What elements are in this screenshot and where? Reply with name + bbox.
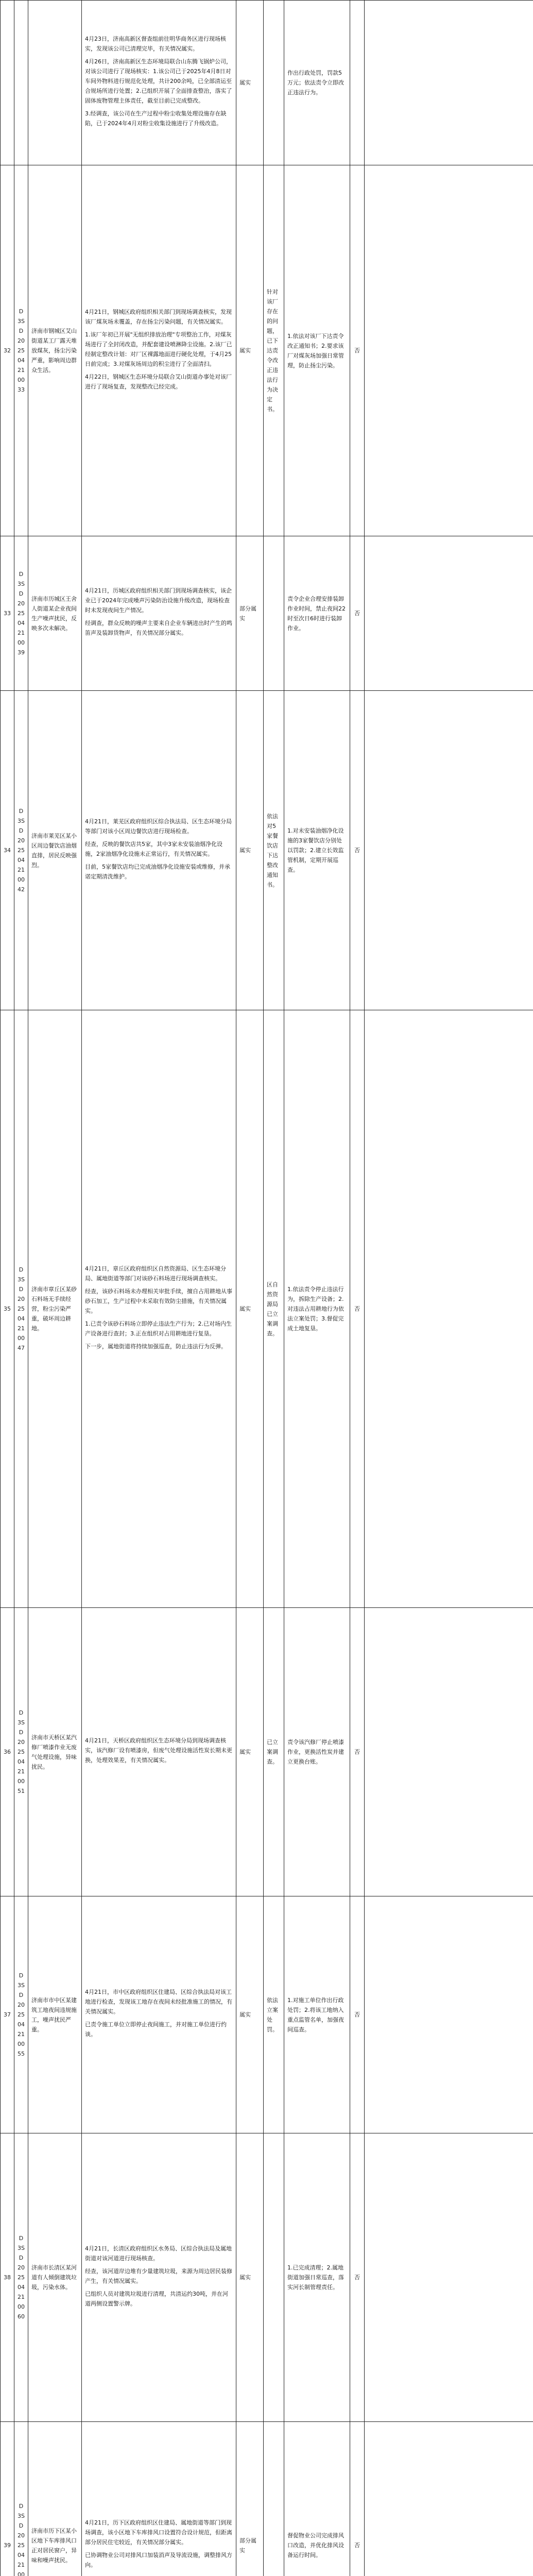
investigation-work-cell	[82, 1010, 236, 1608]
handling-outcome-cell: 责令企业合理安排装卸作业时间，禁止夜间22时至次日6时进行装卸作业。	[284, 536, 350, 691]
investigation-paragraph: 经查，该砂石料场未办理相关审批手续，擅自占用耕地从事砂石加工，生产过程中未采取有效防尘措施，有关情况属实。	[85, 1287, 232, 1314]
table-row	[1, 2133, 533, 2422]
investigation-paragraph: 经查，该河道岸边堆有少量建筑垃圾，来源为周边居民装修产生，有关情况属实。	[85, 2267, 232, 2284]
investigation-paragraph: 4月21日，长清区政府组织区水务局、区综合执法局及属地街道对该河道进行现场核查。	[85, 2245, 232, 2262]
accountability-flag-cell: 否	[350, 1608, 365, 1896]
investigation-work-cell	[82, 1896, 236, 2133]
problem-description-cell: 济南市章丘区某砂石料场无手续经营，粉尘污染严重，破坏周边耕地。	[28, 1010, 82, 1608]
investigation-work-cell	[82, 2133, 236, 2422]
table-row	[1, 1896, 533, 2133]
handling-process-cell: 已立案调查。	[264, 1608, 284, 1896]
verification-result-cell: 部分属实	[236, 2422, 264, 2576]
investigation-paragraph: 已协调物业公司对排风口加装消声及导流设施，调整排风方向。	[85, 2552, 232, 2568]
verification-result-cell: 属实	[236, 165, 264, 536]
problem-description-cell: 济南市历下区某小区地下车库排风口正对居民窗户，异味和噪声扰民。	[28, 2422, 82, 2576]
row-number-cell: 39	[1, 2422, 14, 2576]
remarks-cell	[365, 2133, 533, 2422]
handling-outcome-cell: 1.对未安装油烟净化设施的3家餐饮店分别处以罚款；2.建立长效监管机制，定期开展巡查。	[284, 691, 350, 1010]
remarks-cell	[365, 2422, 533, 2576]
verification-result-cell: 属实	[236, 2133, 264, 2422]
problem-description-cell: 济南市历城区王舍人街道某企业夜间生产噪声扰民，反映多次未解决。	[28, 536, 82, 691]
case-code-cell: D3SD202504210047	[14, 1010, 28, 1608]
investigation-paragraph: 经调查，群众反映的噪声主要来自企业车辆进出时产生的鸣笛声及装卸货物声，有关情况部分属实。	[85, 620, 232, 636]
handling-process-cell: 依法立案处罚。	[264, 1896, 284, 2133]
handling-process-cell: 依法对5家餐饮店下达整改通知书。	[264, 691, 284, 1010]
verification-result-cell: 属实	[236, 691, 264, 1010]
remarks-cell	[365, 1010, 533, 1608]
investigation-paragraph: 4月21日，历下区政府组织区住建局、属地街道等部门到现场调查，该小区地下车库排风口设置符合设计规范，但距离部分居民住宅较近，有关情况部分属实。	[85, 2519, 232, 2546]
investigation-paragraph: 已组织人员对建筑垃圾进行清理，共清运约30吨，并在河道两侧设置警示牌。	[85, 2290, 228, 2307]
verification-result-cell: 属实	[236, 1010, 264, 1608]
investigation-paragraph: 下一步，属地街道将持续加强巡查，防止违法行为反弹。	[85, 1343, 227, 1350]
case-code-cell: D3SD202504210042	[14, 691, 28, 1010]
table-row	[1, 691, 533, 1010]
investigation-paragraph: 4月21日，市中区政府组织区住建局、区综合执法局对该工地进行检查，发现该工地存在夜间未经批准施工的情况，有关情况属实。	[85, 1989, 232, 2015]
case-code-cell: D3SD202504210055	[14, 1896, 28, 2133]
handling-outcome-cell: 督促物业公司完成排风口改造，并优化排风设备运行时间。	[284, 2422, 350, 2576]
verification-result-cell: 部分属实	[236, 536, 264, 691]
accountability-flag-cell: 否	[350, 691, 365, 1010]
row-number-cell: 33	[1, 536, 14, 691]
handling-outcome-cell: 1.已完成清理；2.属地街道加强日常巡查，落实河长制管理责任。	[284, 2133, 350, 2422]
investigation-work-cell	[82, 536, 236, 691]
case-code-cell: D3SD202504210051	[14, 1608, 28, 1896]
row-number-cell: 32	[1, 165, 14, 536]
handling-process-cell	[264, 536, 284, 691]
handling-process-cell: 针对该厂存在的问题，已下达责令改正违法行为决定书。	[264, 165, 284, 536]
problem-description-cell	[28, 1, 82, 165]
investigation-work-cell	[82, 1, 236, 165]
case-code-cell: D3SD2025042100	[14, 2422, 28, 2576]
row-number-cell: 35	[1, 1010, 14, 1608]
handling-outcome-cell: 责令该汽修厂停止喷漆作业，更换活性炭并建立更换台账。	[284, 1608, 350, 1896]
investigation-work-cell	[82, 165, 236, 536]
row-number-cell: 34	[1, 691, 14, 1010]
problem-description-cell: 济南市长清区某河道有人倾倒建筑垃圾，污染水体。	[28, 2133, 82, 2422]
remarks-cell	[365, 691, 533, 1010]
problem-description-cell: 济南市钢城区艾山街道某工厂露天堆放煤灰，扬尘污染严重，影响周边群众生活。	[28, 165, 82, 536]
investigation-paragraph: 4月22日，钢城区生态环境分局联合艾山街道办事处对该厂进行了现场复查，发现整改已经完成。	[85, 373, 232, 390]
investigation-paragraph: 4月21日，天桥区政府组织区生态环境分局到现场调查核实，该汽修厂设有喷漆房，但废气处理设施活性炭长期未更换，处理效果差，有关情况属实。	[85, 1737, 232, 1764]
accountability-flag-cell: 否	[350, 536, 365, 691]
table-row	[1, 1, 533, 165]
problem-description-cell: 济南市天桥区某汽修厂喷漆作业无废气处理设施，异味扰民。	[28, 1608, 82, 1896]
row-number-cell: 36	[1, 1608, 14, 1896]
case-code-cell	[14, 1, 28, 165]
investigation-paragraph: 1.已责令该砂石料场立即停止违法生产行为；2.已对场内生产设备进行查封；3.正在组织对占用耕地进行复垦。	[85, 1320, 232, 1337]
handling-outcome-cell: 作出行政处罚，罚款5万元；依法责令立即改正违法行为。	[284, 1, 350, 165]
case-code-cell: D3SD202504210060	[14, 2133, 28, 2422]
investigation-paragraph: 目前，5家餐饮店均已完成油烟净化设施安装或维修，并承诺定期清洗维护。	[85, 863, 230, 880]
table-row	[1, 2422, 533, 2576]
accountability-flag-cell: 否	[350, 2422, 365, 2576]
accountability-flag-cell: 否	[350, 165, 365, 536]
row-number-cell: 38	[1, 2133, 14, 2422]
investigation-paragraph: 4月21日，章丘区政府组织区自然资源局、区生态环境分局、属地街道等部门对该砂石料场进行现场调查核实。	[85, 1265, 226, 1282]
investigation-paragraph: 4月21日，莱芜区政府组织区综合执法局、区生态环境分局等部门对该小区周边餐饮店进行现场检查。	[85, 818, 232, 835]
investigation-work-cell	[82, 691, 236, 1010]
remarks-cell	[365, 165, 533, 536]
handling-outcome-cell: 1.依法对该厂下达责令改正通知书；2.要求该厂对煤灰场加强日常管理，防止扬尘污染。	[284, 165, 350, 536]
case-code-cell: D3SD202504210039	[14, 536, 28, 691]
handling-process-cell	[264, 2422, 284, 2576]
handling-outcome-cell: 1.依法责令停止违法行为，拆除生产设备；2.对违法占用耕地行为依法立案处罚；3.督促完成土地复垦。	[284, 1010, 350, 1608]
verification-result-cell: 属实	[236, 1, 264, 165]
investigation-paragraph: 4月26日，济南高新区生态环境局联合山东腾飞锅炉公司，对该公司进行了现场核实：1.该公司已于2025年4月8日对车间外物料进行规范化处理，共计200余吨，已全部清运至合规场所进行处置；2.已组织开展了全面排查整治，落实了固体废物管理主体责任，截至目前已完成整改。	[85, 58, 232, 104]
table-row	[1, 536, 533, 691]
accountability-flag-cell: 否	[350, 1896, 365, 2133]
accountability-flag-cell	[350, 1, 365, 165]
investigation-paragraph: 4月21日，钢城区政府组织相关部门到现场调查核实，发现该厂煤灰场未覆盖，存在扬尘污染问题，有关情况属实。	[85, 308, 232, 325]
case-code-cell: D3SD202504210033	[14, 165, 28, 536]
remarks-cell	[365, 1896, 533, 2133]
table-row	[1, 1608, 533, 1896]
investigation-paragraph: 已责令施工单位立即停止夜间施工，并对施工单位进行约谈。	[85, 2021, 227, 2038]
investigation-paragraph: 3.经调查，该公司在生产过程中粉尘收集处理设施存在缺陷，已于2024年4月对粉尘收集设施进行了升级改造。	[85, 110, 227, 127]
row-number-cell	[1, 1, 14, 165]
problem-description-cell: 济南市市中区某建筑工地夜间违规施工，噪声扰民严重。	[28, 1896, 82, 2133]
table-row	[1, 165, 533, 536]
investigation-paragraph: 经查，反映的餐饮店共5家，其中3家未安装油烟净化设施，2家油烟净化设施未正常运行，有关情况属实。	[85, 840, 222, 857]
accountability-flag-cell: 否	[350, 2133, 365, 2422]
row-number-cell: 37	[1, 1896, 14, 2133]
problem-description-cell: 济南市莱芜区某小区周边餐饮店油烟直排，居民反映强烈。	[28, 691, 82, 1010]
remarks-cell	[365, 536, 533, 691]
remarks-cell	[365, 1, 533, 165]
table-row	[1, 1010, 533, 1608]
remarks-cell	[365, 1608, 533, 1896]
accountability-flag-cell: 否	[350, 1010, 365, 1608]
handling-outcome-cell: 1.对施工单位作出行政处罚；2.将该工地纳入重点监管名单，加强夜间巡查。	[284, 1896, 350, 2133]
investigation-work-cell	[82, 1608, 236, 1896]
handling-process-cell	[264, 2133, 284, 2422]
handling-process-cell	[264, 1, 284, 165]
investigation-work-cell	[82, 2422, 236, 2576]
investigation-paragraph: 4月21日，历城区政府组织相关部门到现场调查核实，该企业已于2024年完成噪声污染防治设施升级改造，现场检查时未发现夜间生产情况。	[85, 587, 232, 614]
handling-process-cell: 区自然资源局已立案调查。	[264, 1010, 284, 1608]
verification-result-cell: 属实	[236, 1896, 264, 2133]
investigation-paragraph: 4月23日，济南高新区督查组前往明华商务区进行现场核实，发现该公司已清理完毕，有关情况属实。	[85, 36, 226, 52]
verification-result-cell: 属实	[236, 1608, 264, 1896]
investigation-paragraph: 1.该厂年初已开展"无组织排放治理"专项整治工作，对煤灰场进行了全封闭改造，并配套建设喷淋降尘设施。2.该厂已经制定整改计划：对厂区裸露地面进行硬化处理，于4月25日前完成；3.对煤灰场周边的积尘进行了全面清扫。	[85, 331, 232, 367]
